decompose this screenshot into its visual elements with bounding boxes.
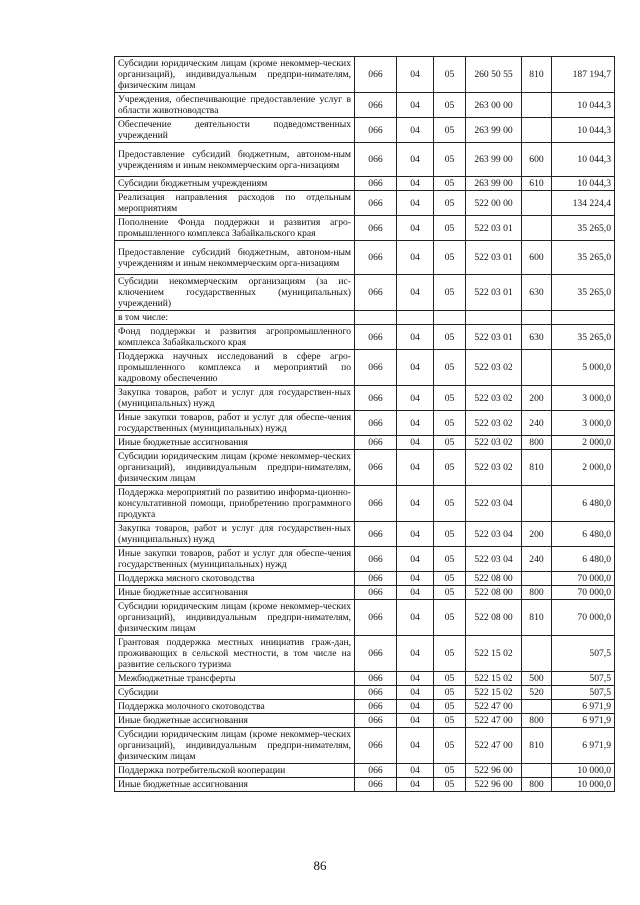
row-ministry-code: 066: [355, 714, 397, 728]
row-ministry-code: 066: [355, 143, 397, 177]
row-amount: 10 044,3: [552, 143, 615, 177]
row-expense-type-code: 800: [522, 586, 552, 600]
row-subsection-code: 05: [434, 764, 466, 778]
table-row: [115, 714, 615, 728]
row-target-code: 522 15 02: [466, 636, 522, 672]
row-target-code: 522 08 00: [466, 600, 522, 636]
row-name: Реализация направления расходов по отдельным мероприятиям: [115, 191, 355, 216]
row-expense-type-code: [522, 93, 552, 118]
row-target-code: 522 03 01: [466, 241, 522, 275]
row-section-code: 04: [397, 586, 434, 600]
row-target-code: 263 99 00: [466, 177, 522, 191]
row-name: Поддержка мясного скотоводства: [115, 572, 355, 586]
row-expense-type-code: 810: [522, 728, 552, 764]
row-expense-type-code: 240: [522, 547, 552, 572]
row-target-code: 522 08 00: [466, 586, 522, 600]
table-row: [115, 411, 615, 436]
row-amount: 10 044,3: [552, 93, 615, 118]
row-section-code: 04: [397, 118, 434, 143]
row-amount: 35 265,0: [552, 325, 615, 350]
row-target-code: 522 47 00: [466, 700, 522, 714]
row-subsection-code: 05: [434, 118, 466, 143]
row-ministry-code: 066: [355, 572, 397, 586]
row-section-code: 04: [397, 93, 434, 118]
row-expense-type-code: 810: [522, 600, 552, 636]
row-target-code: 522 47 00: [466, 728, 522, 764]
row-target-code: 263 00 00: [466, 93, 522, 118]
row-target-code: 260 50 55: [466, 57, 522, 93]
row-ministry-code: 066: [355, 177, 397, 191]
table-body: [115, 57, 615, 792]
row-name: Иные закупки товаров, работ и услуг для обеспе-чения государственных (муниципальных) нужд: [115, 411, 355, 436]
table-row: [115, 686, 615, 700]
row-amount: 6 480,0: [552, 522, 615, 547]
row-section-code: 04: [397, 216, 434, 241]
row-ministry-code: 066: [355, 700, 397, 714]
table-row: [115, 778, 615, 792]
row-ministry-code: 066: [355, 586, 397, 600]
row-name: Фонд поддержки и развития агропромышленного комплекса Забайкальского края: [115, 325, 355, 350]
table-row: [115, 325, 615, 350]
row-amount: 70 000,0: [552, 600, 615, 636]
row-amount: 2 000,0: [552, 450, 615, 486]
row-name: Грантовая поддержка местных инициатив граж-дан, проживающих в сельской местности, в том числе на развитие сельского туризма: [115, 636, 355, 672]
row-subsection-code: 05: [434, 636, 466, 672]
row-target-code: 522 03 02: [466, 436, 522, 450]
row-name: Иные бюджетные ассигнования: [115, 778, 355, 792]
row-name: Межбюджетные трансферты: [115, 672, 355, 686]
row-subsection-code: 05: [434, 522, 466, 547]
row-ministry-code: 066: [355, 57, 397, 93]
row-ministry-code: 066: [355, 547, 397, 572]
row-amount: 5 000,0: [552, 350, 615, 386]
row-section-code: 04: [397, 572, 434, 586]
row-subsection-code: 05: [434, 436, 466, 450]
table-row: [115, 672, 615, 686]
row-ministry-code: 066: [355, 486, 397, 522]
row-subsection-code: 05: [434, 216, 466, 241]
row-target-code: 522 00 00: [466, 191, 522, 216]
row-ministry-code: 066: [355, 93, 397, 118]
row-ministry-code: 066: [355, 386, 397, 411]
row-ministry-code: 066: [355, 450, 397, 486]
row-target-code: 522 03 02: [466, 386, 522, 411]
row-target-code: 522 03 02: [466, 450, 522, 486]
row-ministry-code: 066: [355, 350, 397, 386]
row-target-code: 522 47 00: [466, 714, 522, 728]
row-amount: 6 971,9: [552, 728, 615, 764]
row-expense-type-code: 200: [522, 522, 552, 547]
row-expense-type-code: 800: [522, 436, 552, 450]
row-amount: 6 480,0: [552, 547, 615, 572]
row-section-code: 04: [397, 522, 434, 547]
row-expense-type-code: 500: [522, 672, 552, 686]
row-section-code: 04: [397, 411, 434, 436]
row-target-code: 522 03 02: [466, 350, 522, 386]
row-amount: 507,5: [552, 686, 615, 700]
row-target-code: 522 15 02: [466, 672, 522, 686]
row-target-code: 522 03 01: [466, 275, 522, 311]
row-expense-type-code: [522, 350, 552, 386]
row-subsection-code: 05: [434, 728, 466, 764]
table-row: [115, 600, 615, 636]
row-amount: 10 000,0: [552, 764, 615, 778]
row-subsection-code: 05: [434, 143, 466, 177]
row-name: Субсидии: [115, 686, 355, 700]
row-name: Субсидии бюджетным учреждениям: [115, 177, 355, 191]
row-ministry-code: [355, 311, 397, 325]
row-section-code: 04: [397, 350, 434, 386]
row-name: Иные бюджетные ассигнования: [115, 436, 355, 450]
row-expense-type-code: 600: [522, 241, 552, 275]
row-subsection-code: 05: [434, 57, 466, 93]
row-section-code: 04: [397, 436, 434, 450]
row-amount: 507,5: [552, 636, 615, 672]
table-row: [115, 572, 615, 586]
table-row: [115, 700, 615, 714]
row-name: Поддержка потребительской кооперации: [115, 764, 355, 778]
table-row: [115, 386, 615, 411]
row-section-code: 04: [397, 547, 434, 572]
row-expense-type-code: [522, 311, 552, 325]
row-ministry-code: 066: [355, 118, 397, 143]
row-ministry-code: 066: [355, 636, 397, 672]
row-name: Поддержка молочного скотоводства: [115, 700, 355, 714]
row-subsection-code: 05: [434, 93, 466, 118]
row-target-code: 522 03 01: [466, 216, 522, 241]
row-subsection-code: 05: [434, 325, 466, 350]
row-section-code: 04: [397, 764, 434, 778]
row-amount: 10 000,0: [552, 778, 615, 792]
row-expense-type-code: 600: [522, 143, 552, 177]
row-subsection-code: 05: [434, 686, 466, 700]
row-name: Закупка товаров, работ и услуг для государствен-ных (муниципальных) нужд: [115, 522, 355, 547]
row-expense-type-code: 630: [522, 275, 552, 311]
table-row: [115, 191, 615, 216]
row-expense-type-code: 800: [522, 778, 552, 792]
row-target-code: [466, 311, 522, 325]
row-ministry-code: 066: [355, 275, 397, 311]
table-row: [115, 450, 615, 486]
row-expense-type-code: 810: [522, 450, 552, 486]
row-ministry-code: 066: [355, 241, 397, 275]
row-expense-type-code: [522, 700, 552, 714]
row-name: Субсидии юридическим лицам (кроме некоммер-ческих организаций), индивидуальным предпри-нимателям, физическим лицам: [115, 728, 355, 764]
row-expense-type-code: 610: [522, 177, 552, 191]
row-subsection-code: 05: [434, 700, 466, 714]
row-ministry-code: 066: [355, 522, 397, 547]
row-amount: 6 971,9: [552, 700, 615, 714]
row-subsection-code: 05: [434, 275, 466, 311]
row-section-code: 04: [397, 177, 434, 191]
table-row: [115, 177, 615, 191]
table-row: [115, 350, 615, 386]
row-section-code: 04: [397, 275, 434, 311]
row-subsection-code: 05: [434, 411, 466, 436]
row-subsection-code: 05: [434, 714, 466, 728]
row-subsection-code: 05: [434, 241, 466, 275]
row-section-code: 04: [397, 57, 434, 93]
row-amount: 10 044,3: [552, 177, 615, 191]
row-expense-type-code: [522, 191, 552, 216]
row-amount: 35 265,0: [552, 241, 615, 275]
row-subsection-code: 05: [434, 547, 466, 572]
row-target-code: 522 96 00: [466, 764, 522, 778]
table-row: [115, 241, 615, 275]
row-amount: 3 000,0: [552, 386, 615, 411]
row-target-code: 522 03 02: [466, 411, 522, 436]
row-ministry-code: 066: [355, 191, 397, 216]
row-ministry-code: 066: [355, 600, 397, 636]
row-section-code: 04: [397, 191, 434, 216]
row-name: Пополнение Фонда поддержки и развития агро-промышленного комплекса Забайкальского края: [115, 216, 355, 241]
row-amount: 6 971,9: [552, 714, 615, 728]
row-subsection-code: 05: [434, 386, 466, 411]
row-amount: 6 480,0: [552, 486, 615, 522]
row-expense-type-code: 200: [522, 386, 552, 411]
row-subsection-code: 05: [434, 672, 466, 686]
row-section-code: 04: [397, 778, 434, 792]
row-ministry-code: 066: [355, 411, 397, 436]
row-subsection-code: 05: [434, 450, 466, 486]
row-amount: 3 000,0: [552, 411, 615, 436]
table-row: [115, 311, 615, 325]
row-section-code: 04: [397, 600, 434, 636]
row-section-code: 04: [397, 636, 434, 672]
row-section-code: 04: [397, 686, 434, 700]
row-ministry-code: 066: [355, 764, 397, 778]
row-name: Учреждения, обеспечивающие предоставление услуг в области животноводства: [115, 93, 355, 118]
row-expense-type-code: [522, 216, 552, 241]
row-section-code: 04: [397, 728, 434, 764]
row-expense-type-code: [522, 572, 552, 586]
row-ministry-code: 066: [355, 672, 397, 686]
row-section-code: 04: [397, 486, 434, 522]
row-expense-type-code: 810: [522, 57, 552, 93]
row-target-code: 522 08 00: [466, 572, 522, 586]
row-name: Поддержка мероприятий по развитию информа-ционно-консультативной помощи, приобретению программного продукта: [115, 486, 355, 522]
row-name: Поддержка научных исследований в сфере агро-промышленного комплекса и мероприятий по кадровому обеспечению: [115, 350, 355, 386]
row-name: Субсидии некоммерческим организациям (за ис-ключением государственных (муниципальных) учреждений): [115, 275, 355, 311]
page-number: 86: [313, 858, 327, 873]
table-row: [115, 118, 615, 143]
row-name: Обеспечение деятельности подведомственных учреждений: [115, 118, 355, 143]
budget-table: [114, 56, 615, 792]
row-target-code: 263 99 00: [466, 143, 522, 177]
row-section-code: 04: [397, 450, 434, 486]
row-section-code: 04: [397, 143, 434, 177]
row-subsection-code: 05: [434, 600, 466, 636]
row-target-code: 522 03 04: [466, 522, 522, 547]
row-ministry-code: 066: [355, 436, 397, 450]
row-amount: 10 044,3: [552, 118, 615, 143]
row-expense-type-code: 520: [522, 686, 552, 700]
row-expense-type-code: [522, 118, 552, 143]
row-ministry-code: 066: [355, 686, 397, 700]
row-section-code: 04: [397, 714, 434, 728]
row-section-code: 04: [397, 700, 434, 714]
row-name: Предоставление субсидий бюджетным, автоном-ным учреждениям и иным некоммерческим орга-низациям: [115, 241, 355, 275]
row-ministry-code: 066: [355, 325, 397, 350]
row-ministry-code: 066: [355, 216, 397, 241]
row-subsection-code: 05: [434, 572, 466, 586]
row-target-code: 522 03 04: [466, 486, 522, 522]
row-expense-type-code: [522, 636, 552, 672]
row-amount: 70 000,0: [552, 586, 615, 600]
table-row: [115, 636, 615, 672]
row-name: Иные бюджетные ассигнования: [115, 586, 355, 600]
row-name: Иные закупки товаров, работ и услуг для обеспе-чения государственных (муниципальных) нужд: [115, 547, 355, 572]
table-row: [115, 57, 615, 93]
row-name: в том числе:: [115, 311, 355, 325]
row-subsection-code: 05: [434, 350, 466, 386]
row-subsection-code: 05: [434, 177, 466, 191]
row-expense-type-code: 630: [522, 325, 552, 350]
row-ministry-code: 066: [355, 728, 397, 764]
table-row: [115, 728, 615, 764]
row-expense-type-code: 240: [522, 411, 552, 436]
row-name: Субсидии юридическим лицам (кроме некоммер-ческих организаций), индивидуальным предпри-нимателям, физическим лицам: [115, 57, 355, 93]
table-row: [115, 486, 615, 522]
row-target-code: 522 15 02: [466, 686, 522, 700]
row-target-code: 522 03 01: [466, 325, 522, 350]
table-row: [115, 436, 615, 450]
row-amount: 2 000,0: [552, 436, 615, 450]
row-amount: 507,5: [552, 672, 615, 686]
table-row: [115, 547, 615, 572]
table-row: [115, 522, 615, 547]
table-row: [115, 764, 615, 778]
row-section-code: [397, 311, 434, 325]
row-section-code: 04: [397, 672, 434, 686]
row-amount: 187 194,7: [552, 57, 615, 93]
row-name: Иные бюджетные ассигнования: [115, 714, 355, 728]
row-target-code: 522 03 04: [466, 547, 522, 572]
row-target-code: 522 96 00: [466, 778, 522, 792]
row-subsection-code: 05: [434, 191, 466, 216]
row-subsection-code: 05: [434, 778, 466, 792]
row-amount: 70 000,0: [552, 572, 615, 586]
row-amount: [552, 311, 615, 325]
row-name: Субсидии юридическим лицам (кроме некоммер-ческих организаций), индивидуальным предпри-нимателям, физическим лицам: [115, 450, 355, 486]
row-expense-type-code: [522, 486, 552, 522]
row-name: Предоставление субсидий бюджетным, автоном-ным учреждениям и иным некоммерческим орга-низациям: [115, 143, 355, 177]
table-row: [115, 216, 615, 241]
row-subsection-code: [434, 311, 466, 325]
row-name: Закупка товаров, работ и услуг для государствен-ных (муниципальных) нужд: [115, 386, 355, 411]
row-expense-type-code: [522, 764, 552, 778]
row-expense-type-code: 800: [522, 714, 552, 728]
table-row: [115, 275, 615, 311]
row-target-code: 263 99 00: [466, 118, 522, 143]
row-name: Субсидии юридическим лицам (кроме некоммер-ческих организаций), индивидуальным предпри-нимателям, физическим лицам: [115, 600, 355, 636]
row-amount: 134 224,4: [552, 191, 615, 216]
row-section-code: 04: [397, 241, 434, 275]
table-row: [115, 143, 615, 177]
row-amount: 35 265,0: [552, 216, 615, 241]
row-subsection-code: 05: [434, 486, 466, 522]
row-subsection-code: 05: [434, 586, 466, 600]
row-section-code: 04: [397, 386, 434, 411]
row-ministry-code: 066: [355, 778, 397, 792]
row-section-code: 04: [397, 325, 434, 350]
table-row: [115, 93, 615, 118]
table-row: [115, 586, 615, 600]
row-amount: 35 265,0: [552, 275, 615, 311]
